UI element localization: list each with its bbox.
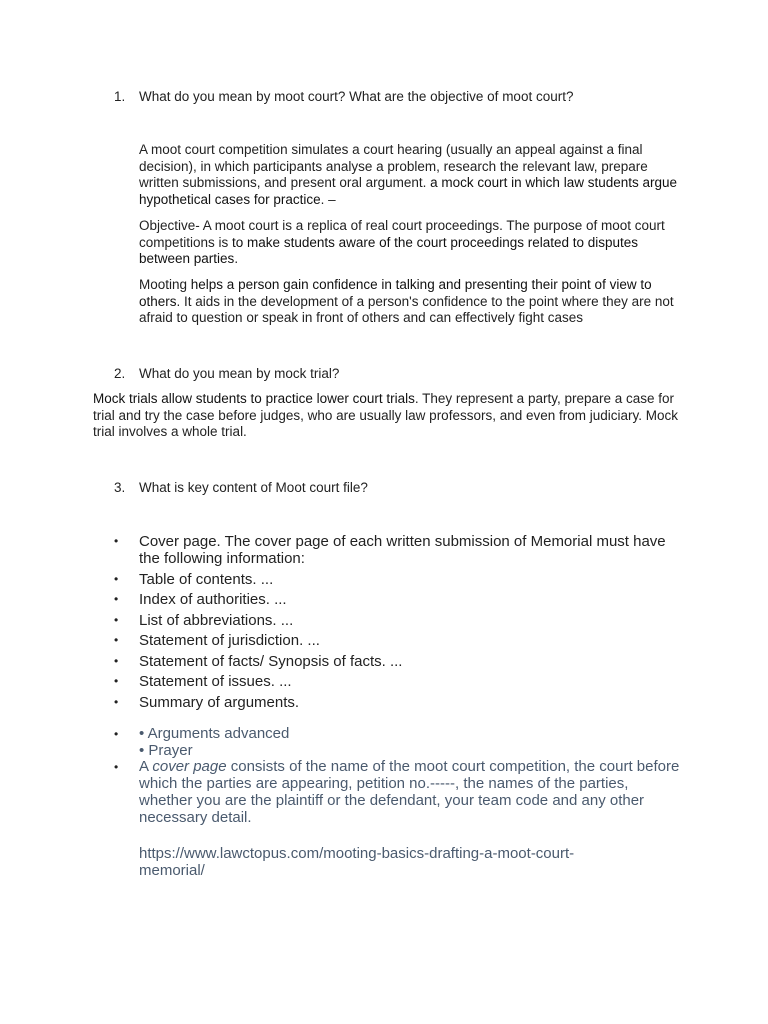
cover-page-term: cover page bbox=[152, 758, 227, 776]
answer-1-highlight: a mock court in which law students argue hypothetical cases for practice bbox=[139, 175, 678, 207]
question-3-text: What is key content of Moot court file? bbox=[139, 480, 368, 495]
answer-2-paragraph bbox=[93, 391, 683, 441]
list-item: • Statement of facts/ Synopsis of facts. ... bbox=[139, 653, 684, 670]
cover-page-prefix: A bbox=[139, 758, 153, 776]
arguments-advanced: • • Arguments advanced bbox=[139, 725, 290, 742]
list-item: • List of abbreviations. ... bbox=[139, 612, 684, 629]
memorial-extra-list bbox=[139, 726, 684, 826]
question-3 bbox=[114, 479, 368, 496]
mooting-highlight: helps a person gain confidence in talking and presenting their point of view to others bbox=[139, 277, 652, 309]
memorial-contents-list bbox=[139, 533, 684, 714]
question-1 bbox=[114, 88, 573, 105]
cover-page-text: consists of the name of the moot court competition, the court before which the parties are appearing, petition no.-----, the names of the parties, whether you are the plaintiff or the defendant, your team code and any other necessary detail. bbox=[139, 758, 680, 826]
list-item: • Table of contents. ... bbox=[139, 571, 684, 588]
mooting-tail: . It aids in the development of a person's confidence to the point where they are not afraid to question or speak in front of others and can effectively fight cases bbox=[139, 293, 674, 325]
objective-text: Objective- A moot court is a replica of real court proceedings. The purpose of moot court competitions is bbox=[139, 218, 665, 250]
mock-trial-highlight: Mock trials allow students to practice lower court trials bbox=[93, 391, 415, 406]
mooting-text: Mooting bbox=[139, 277, 191, 292]
list-item-cover-page bbox=[139, 759, 684, 826]
list-item: • Summary of arguments. bbox=[139, 694, 684, 711]
list-item: • Statement of issues. ... bbox=[139, 673, 684, 690]
objective-tail: . bbox=[234, 251, 239, 266]
question-1-text: What do you mean by moot court? What are the objective of moot court? bbox=[139, 89, 574, 104]
question-2-text: What do you mean by mock trial? bbox=[139, 366, 340, 381]
answer-1-text: A moot court competition simulates a court hearing (usually an appeal against a final decision), in which participants analyse a problem, research the relevant law, prepare written submissions, and present oral argument. bbox=[139, 142, 648, 190]
list-item: • Index of authorities. ... bbox=[139, 591, 684, 608]
answer-1-paragraph-3 bbox=[139, 277, 684, 327]
question-1-number: 1. bbox=[114, 89, 126, 104]
source-link[interactable]: https://www.lawctopus.com/mooting-basics-drafting-a-moot-court-memorial/ bbox=[139, 845, 575, 879]
answer-1-tail: . – bbox=[320, 191, 336, 207]
question-3-number: 3. bbox=[114, 480, 126, 495]
prayer: • Prayer bbox=[139, 741, 193, 759]
question-2 bbox=[114, 365, 339, 382]
mock-trial-text: . They represent a party, prepare a case for trial and try the case before judges, who are usually law professors, and even from judiciary. Mock trial involves a whole trial. bbox=[93, 391, 679, 439]
answer-1-paragraph-2 bbox=[139, 218, 684, 268]
answer-1-paragraph-1 bbox=[139, 142, 684, 208]
question-2-number: 2. bbox=[114, 366, 126, 381]
list-item-arguments-prayer bbox=[139, 726, 684, 759]
objective-highlight: to make students aware of the court proceedings related to disputes between parties bbox=[139, 234, 639, 266]
list-item: • Statement of jurisdiction. ... bbox=[139, 632, 684, 649]
list-item: • Cover page. The cover page of each written submission of Memorial must have the following information: bbox=[139, 533, 684, 567]
